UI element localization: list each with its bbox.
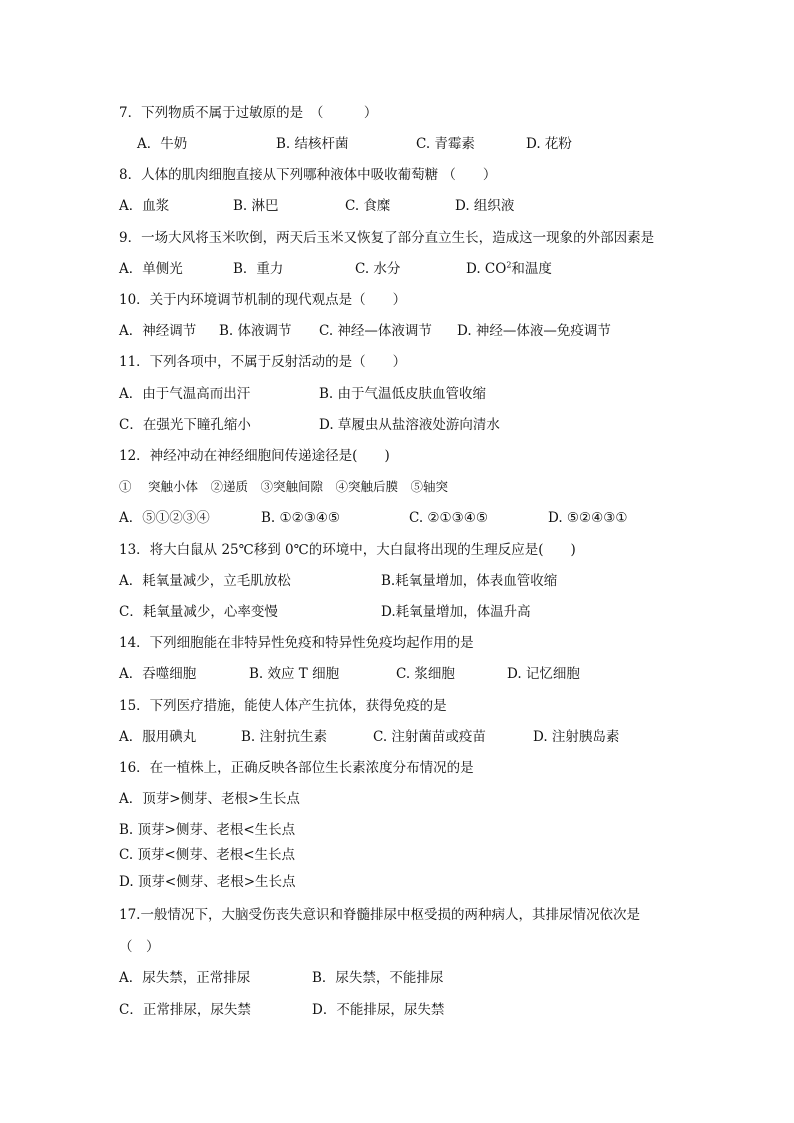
option-c: C. 青霉素 xyxy=(416,136,475,152)
option-a: A．耗氧量减少，立毛肌放松 xyxy=(119,573,291,589)
option-c: C．在强光下瞳孔缩小 xyxy=(119,417,251,433)
option-c: C．正常排尿，尿失禁 xyxy=(119,1002,251,1018)
option-b: B. 注射抗生素 xyxy=(241,729,328,745)
option-a: A．由于气温高而出汗 xyxy=(119,386,251,402)
option-a: A．吞噬细胞 xyxy=(119,666,197,682)
option-d: D. 神经—体液—免疫调节 xyxy=(457,323,611,339)
option-b: B.耗氧量增加，体表血管收缩 xyxy=(381,573,558,589)
question-16-option-c: C. 顶芽<侧芽、老根<生长点 xyxy=(119,847,296,863)
option-a: A．⑤①②③④ xyxy=(119,510,210,526)
option-d: D. 草履虫从盐溶液处游向清水 xyxy=(319,417,500,433)
option-b: B. 效应 T 细胞 xyxy=(249,666,340,682)
option-b: B. ①②③④⑤ xyxy=(261,510,341,526)
option-a: A．神经调节 xyxy=(119,323,197,339)
option-b: B. 体液调节 xyxy=(219,323,292,339)
option-d: D. 注射胰岛素 xyxy=(533,729,620,745)
question-16-option-a: A．顶芽>侧芽、老根>生长点 xyxy=(119,791,300,807)
option-b: B．重力 xyxy=(233,261,284,277)
option-d: D. ⑤②④③① xyxy=(548,510,628,526)
subscript-two: 2 xyxy=(506,260,512,270)
option-d: D.耗氧量增加，体温升高 xyxy=(381,604,531,620)
option-c: C．耗氧量减少，心率变慢 xyxy=(119,604,278,620)
option-a: A．血浆 xyxy=(119,198,170,214)
option-a: A．牛奶 xyxy=(137,136,188,152)
question-12-items: ① 突触小体 ②递质 ③突触间隙 ④突触后膜 ⑤轴突 xyxy=(119,479,448,494)
question-16-stem: 16．在一植株上，正确反映各部位生长素浓度分布情况的是 xyxy=(119,760,474,776)
option-d-suffix: 和温度 xyxy=(511,261,552,277)
option-c: C. 浆细胞 xyxy=(396,666,455,682)
option-d: D. 花粉 xyxy=(526,136,572,152)
question-12-stem: 12．神经冲动在神经细胞间传递途径是( ) xyxy=(119,448,390,464)
question-8-stem: 8．人体的肌肉细胞直接从下列哪种液体中吸收葡萄糖 （ ） xyxy=(119,167,497,183)
option-b: B．尿失禁，不能排尿 xyxy=(312,970,444,986)
question-9-stem: 9．一场大风将玉米吹倒，两天后玉米又恢复了部分直立生长，造成这一现象的外部因素是 xyxy=(119,230,655,246)
option-a: A．服用碘丸 xyxy=(119,729,197,745)
option-c: C. 注射菌苗或疫苗 xyxy=(373,729,486,745)
question-11-stem: 11．下列各项中，不属于反射活动的是（ ） xyxy=(119,354,407,370)
option-c: C. 神经—体液调节 xyxy=(319,323,432,339)
option-d: D. 组织液 xyxy=(455,198,515,214)
option-b: B. 淋巴 xyxy=(233,198,279,214)
question-13-stem: 13．将大白鼠从 25℃移到 0℃的环境中，大白鼠将出现的生理反应是( ) xyxy=(119,542,576,558)
question-16-option-d: D. 顶芽<侧芽、老根>生长点 xyxy=(119,874,296,890)
question-17-stem-cont: （ ） xyxy=(119,939,160,955)
option-a: A．单侧光 xyxy=(119,261,183,277)
option-d: D. 记忆细胞 xyxy=(507,666,580,682)
option-c: C. 水分 xyxy=(355,261,401,277)
option-c: C. 食糜 xyxy=(345,198,391,214)
option-b: B. 由于气温低皮肤血管收缩 xyxy=(319,386,487,402)
question-14-stem: 14．下列细胞能在非特异性免疫和特异性免疫均起作用的是 xyxy=(119,635,474,651)
option-d: D．不能排尿，尿失禁 xyxy=(312,1002,445,1018)
question-7-stem: 7．下列物质不属于过敏原的是 （ ） xyxy=(119,105,378,121)
option-b: B. 结核杆菌 xyxy=(276,136,349,152)
question-16-option-b: B. 顶芽>侧芽、老根<生长点 xyxy=(119,822,296,838)
option-d xyxy=(466,260,552,278)
question-15-stem: 15．下列医疗措施，能使人体产生抗体，获得免疫的是 xyxy=(119,698,447,714)
question-17-stem: 17.一般情况下，大脑受伤丧失意识和脊髓排尿中枢受损的两种病人，其排尿情况依次是 xyxy=(119,907,640,923)
option-d-formula: D. CO xyxy=(466,261,507,277)
option-c: C. ②①③④⑤ xyxy=(409,510,488,526)
question-10-stem: 10．关于内环境调节机制的现代观点是（ ） xyxy=(119,292,407,308)
option-a: A．尿失禁，正常排尿 xyxy=(119,970,251,986)
